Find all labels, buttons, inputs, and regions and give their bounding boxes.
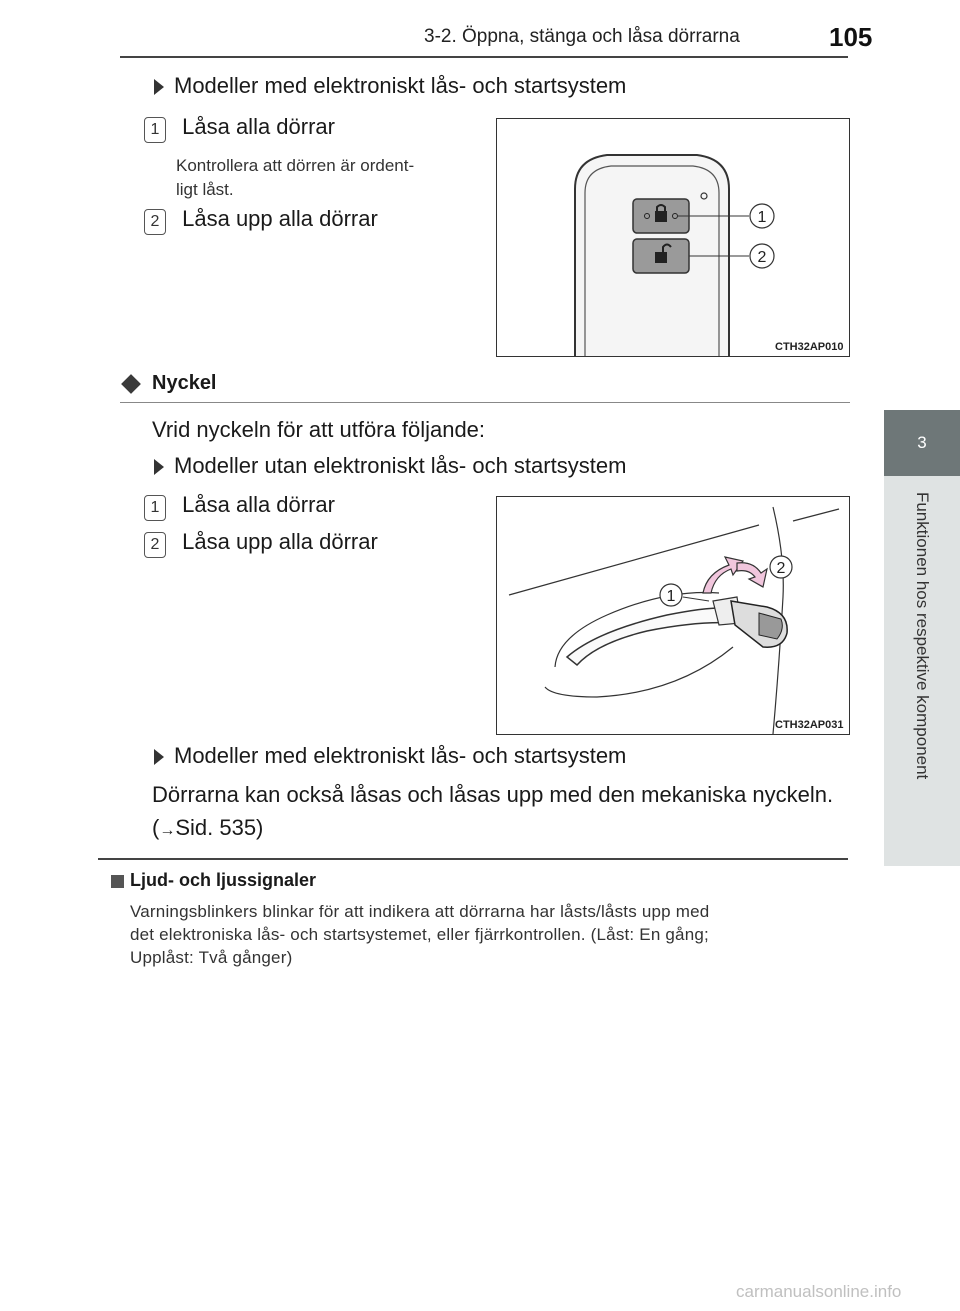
section-rule [120,402,850,403]
step-unlock-all: 2 Låsa upp alla dörrar [144,206,378,235]
arrow-icon: → [159,822,176,839]
note-body: Varningsblinkers blinkar för att indikera att dörrarna har låsts/låsts upp med det elektroniska lås- och startsystemet, eller fjärrkontrollen. (Låst: En gång; Upplåst: Två gånger) [130,902,710,967]
callout-1: 1 [666,588,676,605]
square-bullet-icon [111,875,124,888]
figure-door-key [496,496,850,735]
triangle-bullet-icon [154,749,164,765]
step-unlock-all-key: 2 Låsa upp alla dörrar [144,529,378,558]
bullet-with-electronic: Modeller med elektroniskt lås- och startsystem [154,743,626,769]
step-number: 1 [144,495,166,521]
bullet-without-electronic: Modeller utan elektroniskt lås- och startsystem [154,453,626,479]
step-lock-all-key: 1 Låsa alla dörrar [144,492,335,521]
bullet-electronic-system: Modeller med elektroniskt lås- och startsystem [154,73,626,99]
section-intro: Vrid nyckeln för att utföra följande: [152,417,486,442]
header-rule [120,56,848,58]
triangle-bullet-icon [154,79,164,95]
chapter-label: Funktionen hos respektive komponent [913,492,932,780]
step-number: 1 [144,117,166,143]
figure-code: CTH32AP010 [775,341,844,353]
chapter-tab: 3 [884,410,960,476]
step-number: 2 [144,532,166,558]
page-number: 105 [829,22,873,52]
figure-code: CTH32AP031 [775,719,844,731]
note-rule [98,858,848,860]
step-number: 2 [144,209,166,235]
step-lock-all: 1 Låsa alla dörrar [144,114,335,143]
door-key-illustration [497,497,849,734]
step-note: Kontrollera att dörren är ordent- ligt låst. [176,156,415,199]
section-title-nyckel: Nyckel [124,372,217,395]
key-icon [731,601,787,647]
diamond-icon [121,374,141,394]
smart-key-illustration [497,119,849,356]
body-text: Dörrarna kan också låsas och låsas upp med den mekaniska nyckeln. [152,782,834,807]
watermark: carmanualsonline.info [736,1282,902,1301]
triangle-bullet-icon [154,459,164,475]
page-reference[interactable]: (→Sid. 535) [152,815,264,840]
callout-2: 2 [757,249,767,266]
note-title: Ljud- och ljussignaler [111,870,316,891]
running-header: 3-2. Öppna, stänga och låsa dörrarna [424,26,740,47]
callout-2: 2 [776,560,786,577]
callout-1: 1 [757,209,767,226]
figure-smart-key [496,118,850,357]
